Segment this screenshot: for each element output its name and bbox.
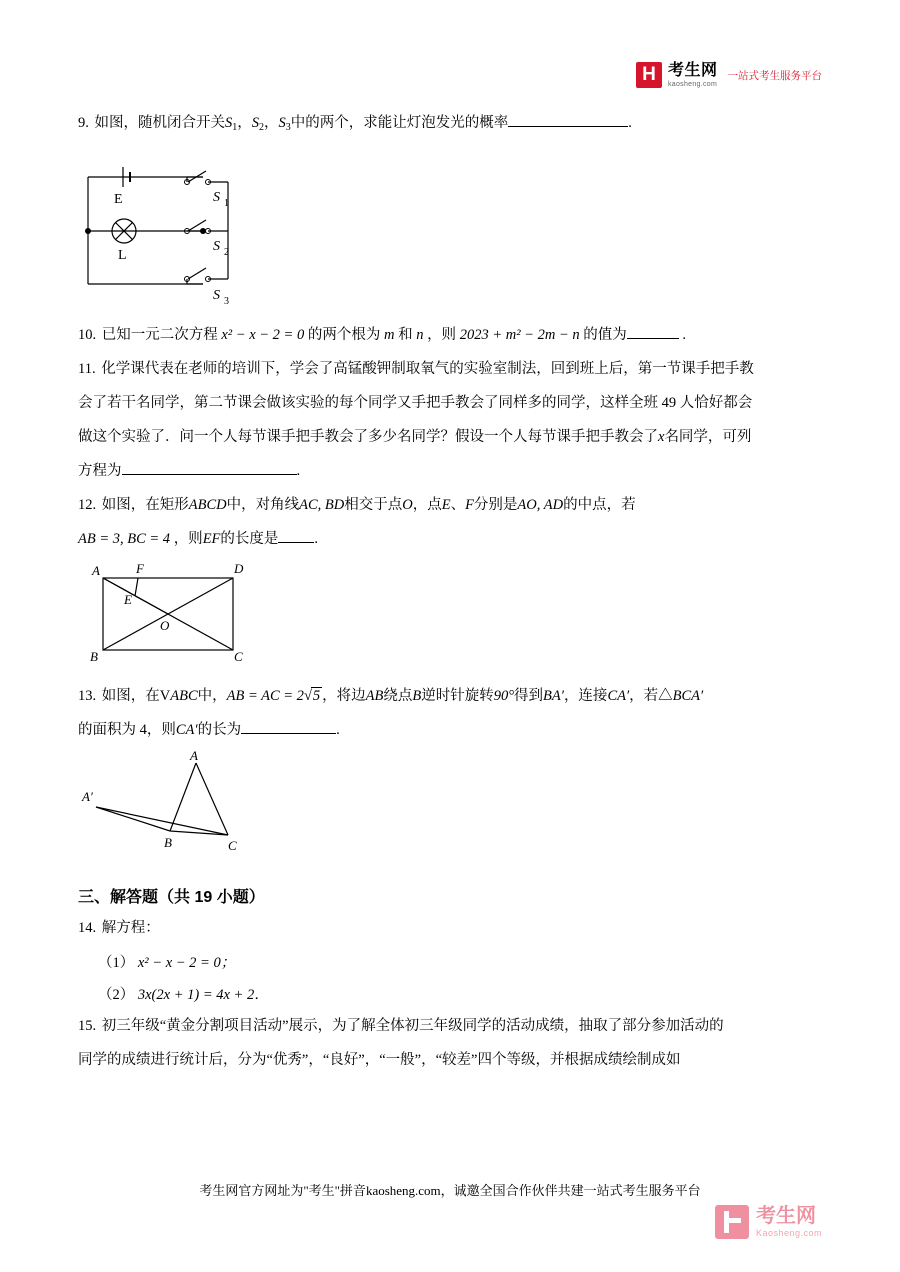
question-13-line2-b: 的长为 bbox=[197, 722, 242, 738]
question-11-line2: 会了若干名同学，第二节课会做该实验的每个同学又手把手教会了同样多的同学，这样全班 49 人恰好都会 bbox=[78, 395, 753, 411]
lamp-label: L bbox=[118, 248, 127, 263]
question-13-sqrt-icon: √ bbox=[303, 688, 312, 704]
label-A: A bbox=[190, 751, 198, 763]
watermark-title: 考生网 bbox=[755, 1205, 816, 1227]
question-11-line3-a: 做这个实验了．问一个人每节课手把手教会了多少名同学？假设一个人每节课手把手教会了 bbox=[78, 429, 658, 445]
question-15-number: 15. bbox=[78, 1018, 97, 1034]
question-13-triangle-abc: ABC bbox=[170, 688, 198, 704]
question-10-text-c: ，则 bbox=[427, 327, 457, 343]
question-12-point-o: O bbox=[402, 497, 413, 513]
question-12-line1-f: 分别是 bbox=[473, 497, 518, 513]
question-12 bbox=[78, 490, 822, 520]
question-9-s2-sub: 2 bbox=[259, 122, 264, 133]
question-12-rect-abcd: ABCD bbox=[188, 497, 227, 513]
question-9-text-a: 如图，随机闭合开关 bbox=[94, 115, 225, 131]
question-10 bbox=[78, 320, 822, 350]
section-heading: 三、解答题（共 19 小题） bbox=[78, 889, 265, 906]
question-13-line1-e: 逆时针旋转 bbox=[421, 688, 494, 704]
label-F: F bbox=[136, 561, 144, 576]
question-15 bbox=[78, 1011, 822, 1041]
question-11-blank[interactable] bbox=[122, 474, 297, 475]
question-9-s2: S bbox=[251, 115, 259, 131]
question-9-text-b: 中的两个，求能让灯泡发光的概率 bbox=[290, 115, 509, 131]
site-logo bbox=[636, 62, 822, 88]
question-10-and: 和 bbox=[398, 327, 413, 343]
label-B: B bbox=[90, 649, 98, 664]
question-10-number: 10. bbox=[78, 327, 97, 343]
logo-subtitle: kaosheng.com bbox=[667, 80, 718, 88]
question-9 bbox=[78, 108, 822, 143]
question-11-line4-end: . bbox=[296, 463, 301, 479]
footer-text-c: ，诚邀全国合作伙伴共建一站式考生服务平台 bbox=[440, 1183, 701, 1198]
question-11-line1: 化学课代表在老师的培训下，学会了高锰酸钾制取氧气的实验室制法，回到班上后，第一节课手把手教 bbox=[101, 361, 754, 377]
question-13-line1-f: 得到 bbox=[514, 688, 544, 704]
question-11-number: 11. bbox=[78, 361, 96, 377]
question-13-line1-c: ，将边 bbox=[322, 688, 366, 704]
question-12-line2-a: ，则 bbox=[173, 531, 203, 547]
circuit-diagram bbox=[78, 149, 308, 309]
question-12-segment-ef: EF bbox=[202, 531, 221, 547]
question-12-blank[interactable] bbox=[278, 542, 314, 543]
question-11-line2-row bbox=[78, 388, 822, 418]
question-10-text-d: 的值为 bbox=[583, 327, 627, 343]
question-13-line1-g: ，连接 bbox=[563, 688, 608, 704]
question-9-s1: S bbox=[225, 115, 233, 131]
switch-3-label: S bbox=[213, 288, 220, 303]
footer-text-a: 考生网官方网址为"考生"拼音 bbox=[199, 1183, 366, 1198]
question-13-triangle-bca-prime: BCA′ bbox=[672, 688, 704, 704]
triangle-diagram bbox=[78, 751, 298, 861]
question-13-blank[interactable] bbox=[241, 733, 336, 734]
label-C: C bbox=[234, 649, 243, 664]
question-13-sides: AB = AC = 2 bbox=[226, 688, 304, 704]
question-9-blank[interactable] bbox=[508, 126, 628, 127]
switch-2-label: S bbox=[213, 239, 220, 254]
switch-3-sub: 3 bbox=[224, 296, 229, 307]
question-9-comma2: ， bbox=[264, 115, 279, 131]
question-13-segment-ca-prime: CA′ bbox=[607, 688, 630, 704]
question-9-s3: S bbox=[278, 115, 286, 131]
question-13-point-b: B bbox=[412, 688, 422, 704]
label-C: C bbox=[228, 838, 237, 853]
watermark-text bbox=[756, 1206, 822, 1238]
question-10-root-m: m bbox=[383, 327, 395, 343]
question-12-line1-b: 中，对角线 bbox=[226, 497, 300, 513]
question-12-line1-e: 、 bbox=[450, 497, 466, 513]
question-9-comma1: ， bbox=[237, 115, 252, 131]
question-11-line3-row bbox=[78, 422, 822, 452]
question-14-sub-2 bbox=[98, 979, 822, 1011]
question-12-line2-b: 的长度是 bbox=[220, 531, 279, 547]
question-10-blank[interactable] bbox=[627, 338, 679, 339]
question-12-point-e: E bbox=[441, 497, 451, 513]
question-10-root-n: n bbox=[416, 327, 424, 343]
question-9-figure bbox=[78, 149, 822, 314]
question-12-line1-d: ，点 bbox=[412, 497, 442, 513]
document-body bbox=[78, 108, 822, 1079]
question-10-equation: x² − x − 2 = 0 bbox=[221, 327, 305, 343]
question-12-line1-g: 的中点，若 bbox=[563, 497, 636, 513]
question-11-variable-x: x bbox=[658, 429, 665, 445]
logo-mark-icon: H bbox=[636, 62, 662, 88]
question-11-line4: 方程为 bbox=[78, 463, 122, 479]
question-11-line3-b: 名同学，可列 bbox=[664, 429, 752, 445]
question-13-line2-a: 的面积为 4，则 bbox=[78, 722, 176, 738]
logo-title: 考生网 bbox=[667, 61, 718, 79]
question-12-point-f: F bbox=[465, 497, 474, 513]
question-11-line4-row bbox=[78, 456, 822, 486]
question-13 bbox=[78, 681, 822, 711]
logo-tagline: 一站式考生服务平台 bbox=[727, 69, 822, 82]
question-13-radicand: 5 bbox=[312, 688, 321, 704]
question-9-s1-sub: 1 bbox=[232, 122, 238, 133]
question-13-line1-a: 如图，在V bbox=[101, 688, 171, 704]
question-14-sub-2-equation: 3x(2x + 1) = 4x + 2． bbox=[137, 987, 269, 1003]
question-13-target-segment: CA′ bbox=[175, 722, 198, 738]
label-O: O bbox=[160, 618, 170, 633]
question-12-line2-c: . bbox=[314, 531, 319, 547]
question-15-line2-row bbox=[78, 1045, 822, 1075]
question-13-line1-h: ，若△ bbox=[629, 688, 673, 704]
question-11 bbox=[78, 354, 822, 384]
label-A: A bbox=[92, 563, 100, 578]
page-footer bbox=[0, 1180, 900, 1199]
question-14-sub-1 bbox=[98, 947, 822, 979]
question-15-line1: 初三年级“黄金分割项目活动”展示，为了解全体初三年级同学的活动成绩，抽取了部分参加活动的 bbox=[101, 1018, 724, 1034]
question-9-number: 9. bbox=[78, 115, 89, 131]
switch-1-label: S bbox=[213, 190, 220, 205]
question-13-line2-row bbox=[78, 715, 822, 745]
question-10-text-a: 已知一元二次方程 bbox=[101, 327, 218, 343]
label-E: E bbox=[124, 592, 132, 607]
question-10-text-e: . bbox=[682, 327, 686, 343]
battery-label: E bbox=[114, 192, 123, 207]
watermark bbox=[715, 1205, 822, 1239]
switch-1-sub: 1 bbox=[224, 198, 229, 209]
question-12-diagonals: AC, BD bbox=[299, 497, 345, 513]
question-13-line1-b: 中， bbox=[197, 688, 227, 704]
question-13-segment-ab: AB bbox=[365, 688, 384, 704]
question-14-sub-1-label: （1） bbox=[98, 955, 135, 971]
question-14-sub-1-equation: x² − x − 2 = 0； bbox=[137, 955, 236, 971]
label-B: B bbox=[164, 835, 172, 850]
watermark-logo-icon bbox=[715, 1205, 749, 1239]
question-12-line1-a: 如图，在矩形 bbox=[101, 497, 189, 513]
question-12-given: AB = 3, BC = 4 bbox=[78, 531, 171, 547]
question-14-sub-2-label: （2） bbox=[98, 987, 135, 1003]
question-12-line1-c: 相交于点 bbox=[344, 497, 403, 513]
question-12-figure bbox=[78, 560, 822, 675]
question-14-stem: 解方程： bbox=[101, 920, 160, 936]
watermark-subtitle: Kaosheng.com bbox=[755, 1228, 822, 1238]
question-13-angle: 90° bbox=[493, 688, 515, 704]
question-9-s3-sub: 3 bbox=[285, 122, 291, 133]
footer-domain: kaosheng.com bbox=[365, 1183, 441, 1198]
switch-2-sub: 2 bbox=[224, 247, 229, 258]
rectangle-diagram bbox=[78, 560, 288, 670]
question-13-segment-ba-prime: BA′ bbox=[543, 688, 564, 704]
label-D: D bbox=[234, 561, 244, 576]
question-12-number: 12. bbox=[78, 497, 97, 513]
question-10-text-b: 的两个根为 bbox=[307, 327, 381, 343]
question-10-expression: 2023 + m² − 2m − n bbox=[459, 327, 580, 343]
question-12-line2-row bbox=[78, 524, 822, 554]
question-12-segments: AO, AD bbox=[517, 497, 564, 513]
question-13-line1-d: 绕点 bbox=[383, 688, 413, 704]
question-15-line2: 同学的成绩进行统计后，分为“优秀”，“良好”，“一般”，“较差”四个等级，并根据成绩绘制成如 bbox=[78, 1052, 681, 1068]
label-A-prime: A′ bbox=[82, 789, 93, 804]
question-13-line2-c: . bbox=[336, 722, 340, 738]
question-9-text-c: . bbox=[628, 115, 632, 131]
question-14 bbox=[78, 913, 822, 943]
question-13-number: 13. bbox=[78, 688, 97, 704]
question-13-figure bbox=[78, 751, 822, 866]
logo-text bbox=[668, 63, 718, 88]
question-14-number: 14. bbox=[78, 920, 97, 936]
